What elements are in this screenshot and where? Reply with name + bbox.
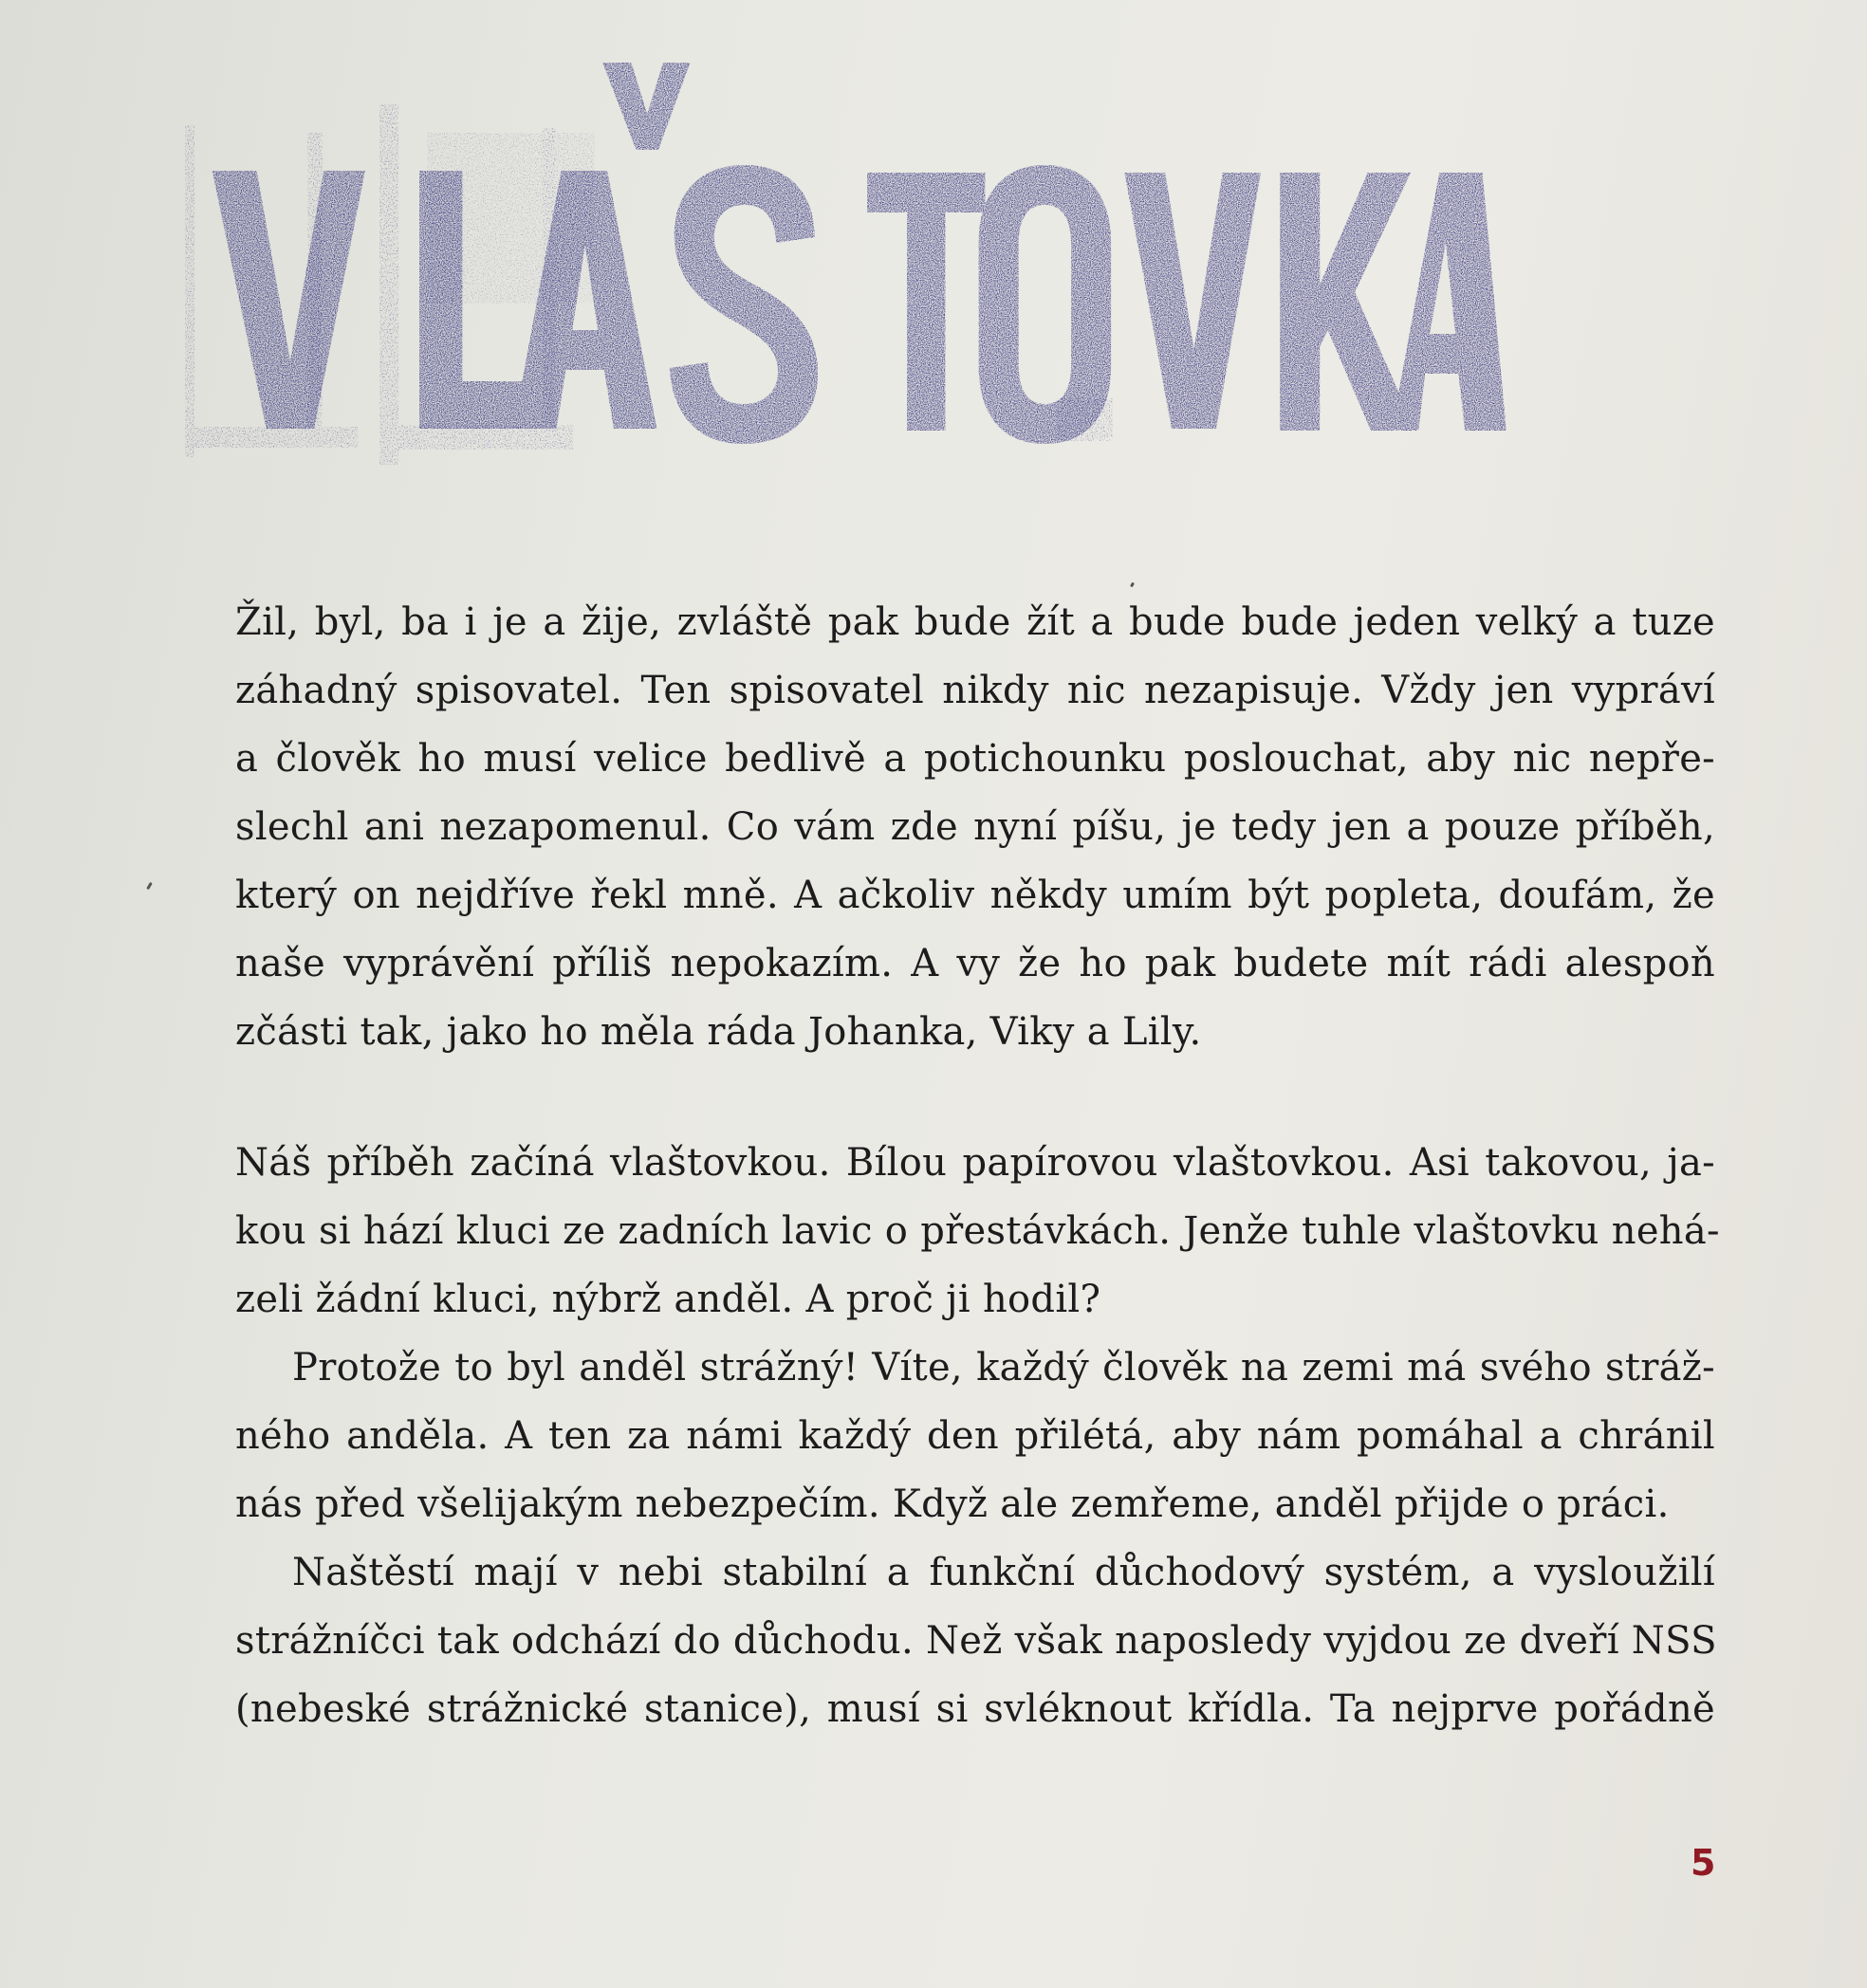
text-line: slechl ani nezapomenul. Co vám zde nyní píšu, je tedy jen a pouze příběh, (235, 805, 1715, 849)
text-line: a člověk ho musí velice bedlivě a potichounku poslouchat, aby nic nepře- (235, 737, 1715, 781)
chapter-title-stamp-image (180, 47, 1508, 465)
title-letters-ka (1280, 173, 1507, 431)
text-line: zeli žádní kluci, nýbrž anděl. A proč ji hodil? (235, 1278, 1101, 1321)
text-line: Protože to byl anděl strážný! Víte, každý člověk na zemi má svého stráž- (292, 1346, 1715, 1390)
chapter-body (235, 588, 1720, 1743)
paper-speck (146, 882, 153, 890)
paragraph-4 (235, 1538, 1715, 1743)
text-line: zčásti tak, jako ho měla ráda Johanka, Viky a Lily. (235, 1010, 1202, 1054)
text-line: (nebeské strážnické stanice), musí si svléknout křídla. Ta nejprve pořádně (235, 1687, 1715, 1731)
paper-speck (1130, 582, 1135, 588)
paragraph-1 (235, 588, 1715, 1066)
text-line: naše vyprávění příliš nepokazím. A vy že ho pak budete mít rádi alespoň (235, 942, 1715, 985)
text-line: kou si hází kluci ze zadních lavic o přestávkách. Jenže tuhle vlaštovku nehá- (235, 1209, 1720, 1253)
paragraph-2 (235, 1129, 1720, 1334)
text-line: Žil, byl, ba i je a žije, zvláště pak bude žít a bude bude jeden velký a tuze (235, 600, 1715, 644)
text-line: Naštěstí mají v nebi stabilní a funkční důchodový systém, a vysloužilí (292, 1551, 1715, 1594)
text-line: strážníčci tak odchází do důchodu. Než však naposledy vyjdou ze dveří NSS (235, 1619, 1717, 1663)
chapter-title (180, 47, 1508, 465)
text-line: který on nejdříve řekl mně. A ačkoliv někdy umím být popleta, doufám, že (235, 874, 1715, 917)
text-line: nás před všelijakým nebezpečím. Když ale zemřeme, anděl přijde o práci. (235, 1482, 1670, 1526)
text-line: ného anděla. A ten za námi každý den přilétá, aby nám pomáhal a chránil (235, 1414, 1715, 1458)
text-line: Náš příběh začíná vlaštovkou. Bílou papírovou vlaštovkou. Asi takovou, ja- (235, 1141, 1715, 1185)
text-line: záhadný spisovatel. Ten spisovatel nikdy nic nezapisuje. Vždy jen vypráví (235, 669, 1715, 712)
paragraph-3 (235, 1334, 1715, 1538)
page-number: 5 (1691, 1842, 1716, 1884)
